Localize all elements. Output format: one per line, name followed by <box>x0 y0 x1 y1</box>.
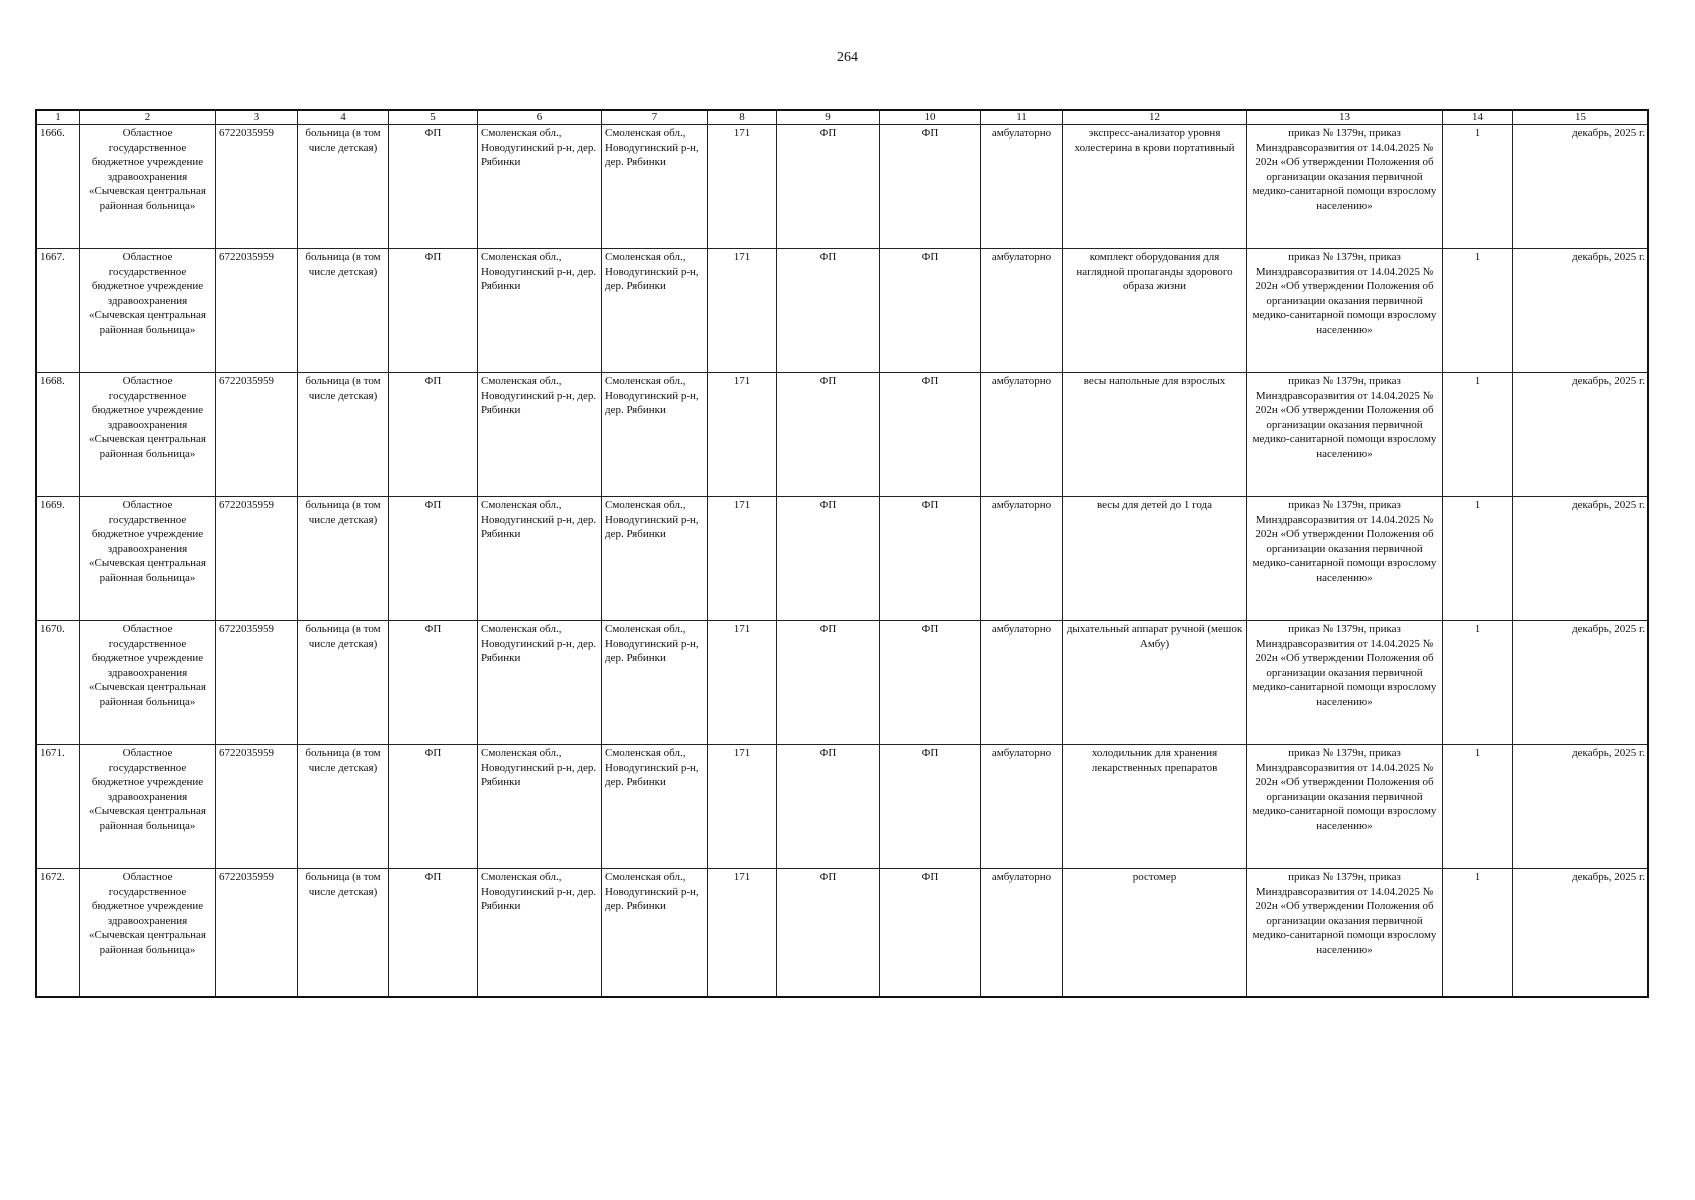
column-10-value: ФП <box>880 125 981 249</box>
page-number: 264 <box>837 50 858 65</box>
facility-type: больница (в том числе детская) <box>298 373 389 497</box>
column-9-value: ФП <box>777 249 880 373</box>
row-number: 1666. <box>37 125 80 249</box>
quantity: 1 <box>1443 497 1513 621</box>
inn-code: 6722035959 <box>216 869 298 997</box>
column-header: 2 <box>80 111 216 125</box>
due-date: декабрь, 2025 г. <box>1513 869 1649 997</box>
unit-type: ФП <box>389 869 478 997</box>
table-row <box>37 869 1649 997</box>
table-row <box>37 745 1649 869</box>
column-header: 6 <box>478 111 602 125</box>
address: Смоленская обл., Новодугинский р-н, дер. Рябинки <box>478 497 602 621</box>
column-9-value: ФП <box>777 373 880 497</box>
column-header: 14 <box>1443 111 1513 125</box>
column-9-value: ФП <box>777 745 880 869</box>
column-header: 15 <box>1513 111 1649 125</box>
facility-type: больница (в том числе детская) <box>298 621 389 745</box>
column-header: 5 <box>389 111 478 125</box>
table-row <box>37 373 1649 497</box>
unit-type: ФП <box>389 621 478 745</box>
legal-basis: приказ № 1379н, приказ Минздравсоразвития от 14.04.2025 № 202н «Об утверждении Положения об организации оказания первичной медико-санитарной помощи взрослому населению» <box>1247 373 1443 497</box>
code-value: 171 <box>708 869 777 997</box>
column-9-value: ФП <box>777 869 880 997</box>
care-mode: амбулаторно <box>981 373 1063 497</box>
equipment-name: весы напольные для взрослых <box>1063 373 1247 497</box>
code-value: 171 <box>708 497 777 621</box>
location-address: Смоленская обл., Новодугинский р-н, дер. Рябинки <box>602 373 708 497</box>
quantity: 1 <box>1443 249 1513 373</box>
due-date: декабрь, 2025 г. <box>1513 621 1649 745</box>
column-10-value: ФП <box>880 373 981 497</box>
code-value: 171 <box>708 745 777 869</box>
facility-type: больница (в том числе детская) <box>298 125 389 249</box>
care-mode: амбулаторно <box>981 125 1063 249</box>
quantity: 1 <box>1443 745 1513 869</box>
code-value: 171 <box>708 373 777 497</box>
due-date: декабрь, 2025 г. <box>1513 745 1649 869</box>
inn-code: 6722035959 <box>216 373 298 497</box>
column-header: 12 <box>1063 111 1247 125</box>
unit-type: ФП <box>389 125 478 249</box>
code-value: 171 <box>708 125 777 249</box>
row-number: 1670. <box>37 621 80 745</box>
organization-name: Областное государственное бюджетное учреждение здравоохранения «Сычевская центральная районная больница» <box>80 249 216 373</box>
row-number: 1672. <box>37 869 80 997</box>
facility-type: больница (в том числе детская) <box>298 249 389 373</box>
due-date: декабрь, 2025 г. <box>1513 373 1649 497</box>
equipment-name: весы для детей до 1 года <box>1063 497 1247 621</box>
organization-name: Областное государственное бюджетное учреждение здравоохранения «Сычевская центральная районная больница» <box>80 373 216 497</box>
quantity: 1 <box>1443 621 1513 745</box>
legal-basis: приказ № 1379н, приказ Минздравсоразвития от 14.04.2025 № 202н «Об утверждении Положения об организации оказания первичной медико-санитарной помощи взрослому населению» <box>1247 125 1443 249</box>
legal-basis: приказ № 1379н, приказ Минздравсоразвития от 14.04.2025 № 202н «Об утверждении Положения об организации оказания первичной медико-санитарной помощи взрослому населению» <box>1247 249 1443 373</box>
equipment-name: ростомер <box>1063 869 1247 997</box>
address: Смоленская обл., Новодугинский р-н, дер. Рябинки <box>478 125 602 249</box>
organization-name: Областное государственное бюджетное учреждение здравоохранения «Сычевская центральная районная больница» <box>80 125 216 249</box>
table-row <box>37 497 1649 621</box>
organization-name: Областное государственное бюджетное учреждение здравоохранения «Сычевская центральная районная больница» <box>80 497 216 621</box>
organization-name: Областное государственное бюджетное учреждение здравоохранения «Сычевская центральная районная больница» <box>80 745 216 869</box>
column-header: 10 <box>880 111 981 125</box>
column-header: 8 <box>708 111 777 125</box>
equipment-register-table <box>36 110 1649 997</box>
column-10-value: ФП <box>880 249 981 373</box>
care-mode: амбулаторно <box>981 621 1063 745</box>
location-address: Смоленская обл., Новодугинский р-н, дер. Рябинки <box>602 621 708 745</box>
row-number: 1668. <box>37 373 80 497</box>
table-body <box>37 125 1649 997</box>
unit-type: ФП <box>389 373 478 497</box>
care-mode: амбулаторно <box>981 497 1063 621</box>
care-mode: амбулаторно <box>981 869 1063 997</box>
column-9-value: ФП <box>777 497 880 621</box>
code-value: 171 <box>708 249 777 373</box>
unit-type: ФП <box>389 497 478 621</box>
table-header <box>37 111 1649 125</box>
inn-code: 6722035959 <box>216 125 298 249</box>
header-row <box>37 111 1649 125</box>
row-number: 1671. <box>37 745 80 869</box>
column-header: 13 <box>1247 111 1443 125</box>
due-date: декабрь, 2025 г. <box>1513 497 1649 621</box>
column-header: 1 <box>37 111 80 125</box>
address: Смоленская обл., Новодугинский р-н, дер. Рябинки <box>478 373 602 497</box>
quantity: 1 <box>1443 125 1513 249</box>
inn-code: 6722035959 <box>216 249 298 373</box>
column-header: 4 <box>298 111 389 125</box>
location-address: Смоленская обл., Новодугинский р-н, дер. Рябинки <box>602 745 708 869</box>
equipment-name: экспресс-анализатор уровня холестерина в крови портативный <box>1063 125 1247 249</box>
location-address: Смоленская обл., Новодугинский р-н, дер. Рябинки <box>602 497 708 621</box>
address: Смоленская обл., Новодугинский р-н, дер. Рябинки <box>478 249 602 373</box>
facility-type: больница (в том числе детская) <box>298 869 389 997</box>
facility-type: больница (в том числе детская) <box>298 745 389 869</box>
facility-type: больница (в том числе детская) <box>298 497 389 621</box>
row-number: 1669. <box>37 497 80 621</box>
column-9-value: ФП <box>777 125 880 249</box>
quantity: 1 <box>1443 373 1513 497</box>
legal-basis: приказ № 1379н, приказ Минздравсоразвития от 14.04.2025 № 202н «Об утверждении Положения об организации оказания первичной медико-санитарной помощи взрослому населению» <box>1247 621 1443 745</box>
legal-basis: приказ № 1379н, приказ Минздравсоразвития от 14.04.2025 № 202н «Об утверждении Положения об организации оказания первичной медико-санитарной помощи взрослому населению» <box>1247 497 1443 621</box>
location-address: Смоленская обл., Новодугинский р-н, дер. Рябинки <box>602 249 708 373</box>
column-10-value: ФП <box>880 869 981 997</box>
equipment-name: дыхательный аппарат ручной (мешок Амбу) <box>1063 621 1247 745</box>
unit-type: ФП <box>389 745 478 869</box>
address: Смоленская обл., Новодугинский р-н, дер. Рябинки <box>478 869 602 997</box>
column-header: 3 <box>216 111 298 125</box>
equipment-name: холодильник для хранения лекарственных препаратов <box>1063 745 1247 869</box>
care-mode: амбулаторно <box>981 249 1063 373</box>
legal-basis: приказ № 1379н, приказ Минздравсоразвития от 14.04.2025 № 202н «Об утверждении Положения об организации оказания первичной медико-санитарной помощи взрослому населению» <box>1247 745 1443 869</box>
column-header: 11 <box>981 111 1063 125</box>
row-number: 1667. <box>37 249 80 373</box>
organization-name: Областное государственное бюджетное учреждение здравоохранения «Сычевская центральная районная больница» <box>80 621 216 745</box>
equipment-name: комплект оборудования для наглядной пропаганды здорового образа жизни <box>1063 249 1247 373</box>
table-row <box>37 621 1649 745</box>
column-header: 7 <box>602 111 708 125</box>
location-address: Смоленская обл., Новодугинский р-н, дер. Рябинки <box>602 869 708 997</box>
legal-basis: приказ № 1379н, приказ Минздравсоразвития от 14.04.2025 № 202н «Об утверждении Положения об организации оказания первичной медико-санитарной помощи взрослому населению» <box>1247 869 1443 997</box>
location-address: Смоленская обл., Новодугинский р-н, дер. Рябинки <box>602 125 708 249</box>
column-10-value: ФП <box>880 621 981 745</box>
due-date: декабрь, 2025 г. <box>1513 249 1649 373</box>
column-9-value: ФП <box>777 621 880 745</box>
inn-code: 6722035959 <box>216 745 298 869</box>
inn-code: 6722035959 <box>216 621 298 745</box>
care-mode: амбулаторно <box>981 745 1063 869</box>
unit-type: ФП <box>389 249 478 373</box>
table-row <box>37 249 1649 373</box>
due-date: декабрь, 2025 г. <box>1513 125 1649 249</box>
column-10-value: ФП <box>880 745 981 869</box>
organization-name: Областное государственное бюджетное учреждение здравоохранения «Сычевская центральная районная больница» <box>80 869 216 997</box>
code-value: 171 <box>708 621 777 745</box>
inn-code: 6722035959 <box>216 497 298 621</box>
column-header: 9 <box>777 111 880 125</box>
column-10-value: ФП <box>880 497 981 621</box>
address: Смоленская обл., Новодугинский р-н, дер. Рябинки <box>478 621 602 745</box>
table-row <box>37 125 1649 249</box>
address: Смоленская обл., Новодугинский р-н, дер. Рябинки <box>478 745 602 869</box>
quantity: 1 <box>1443 869 1513 997</box>
